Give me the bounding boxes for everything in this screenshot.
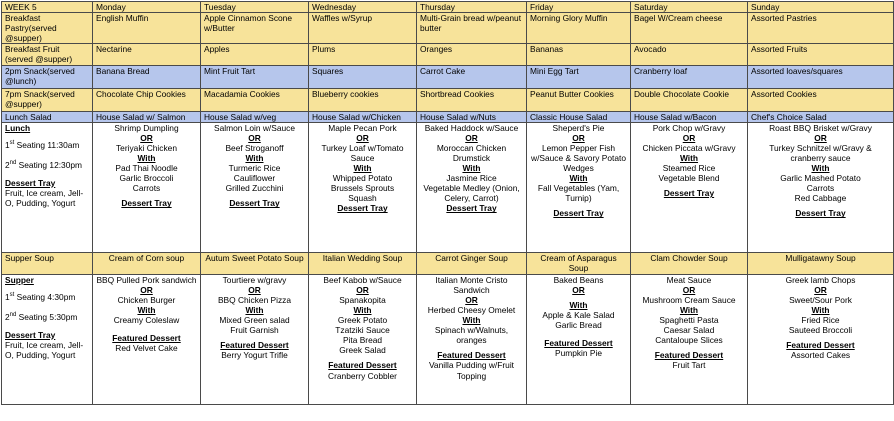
menu-line: Shrimp Dumpling [114,122,179,133]
menu-cell: Cream of Corn soup [93,252,201,274]
menu-line: Meat Sauce [666,274,712,285]
menu-line: Sheperd's Pie [552,122,605,133]
day-sunday: Sunday [748,2,894,13]
breakfast-row [2,13,894,44]
featured-dessert-value: Assorted Cakes [790,350,851,361]
menu-line: Mixed Green salad [219,315,290,326]
supper-title: Supper [5,274,34,285]
menu-line: nd [9,311,17,318]
menu-line: OR [814,284,827,295]
menu-line: Grilled Zucchini [225,183,284,194]
menu-line: Carrots [132,183,161,194]
menu-cell: Macadamia Cookies [201,88,309,111]
menu-cell: Assorted Pastries [748,13,894,44]
featured-dessert-label: Featured Dessert [654,350,724,361]
featured-dessert-label: Featured Dessert [112,333,181,344]
menu-cell: House Salad w/Bacon [631,111,748,122]
menu-line: Maple Pecan Pork [328,122,397,133]
menu-line: Turkey Loaf w/Tomato Sauce [321,142,404,163]
menu-line: Baked Haddock w/Sauce [424,122,519,133]
supper-seating-2 [5,310,89,322]
menu-line: Cantaloupe Slices [655,335,723,346]
menu-line: Pork Chop w/Gravy [652,122,726,133]
menu-line: Teriyaki Chicken [116,142,177,153]
menu-cell: Waffles w/Syrup [309,13,417,44]
menu-line: BBQ Chicken Pizza [217,294,292,305]
menu-line: OR [682,132,696,143]
lunch-seating-1 [5,138,89,150]
menu-cell: Autum Sweet Potato Soup [201,252,309,274]
featured-dessert-label: Featured Dessert [437,350,506,361]
menu-cell: Assorted loaves/squares [748,65,894,88]
lunch-seating-2 [5,158,89,170]
menu-cell: Classic House Salad [527,111,631,122]
menu-line: With [462,163,481,174]
menu-line: Tzatziki Sauce [335,325,390,336]
menu-cell: Apples [201,44,309,65]
menu-line: Seating 11:30am [14,139,80,150]
featured-dessert-label: Featured Dessert [328,360,397,371]
lunch-saturday [631,122,748,252]
menu-cell: Bananas [527,44,631,65]
row-label: Lunch Salad [2,111,93,122]
menu-line: Garlic Broccoli [119,173,174,184]
day-tuesday: Tuesday [201,2,309,13]
menu-line: Apple & Kale Salad [542,309,615,320]
menu-cell: Carrot Ginger Soup [417,252,527,274]
header-row [2,2,894,13]
lunch-sunday [748,122,894,252]
row-label: 7pm Snack(served @supper) [2,88,93,111]
supper-wednesday [309,274,417,404]
menu-cell: English Muffin [93,13,201,44]
row-label: Supper Soup [2,252,93,274]
menu-line: Lemon Pepper Fish w/Sauce & Savory Potato Wedges [531,142,626,174]
menu-line: Beef Stroganoff [225,142,284,153]
snack-7pm-row [2,88,894,111]
menu-line: Tourtiere w/gravy [222,274,287,285]
menu-line: Spinach w/Walnuts, oranges [434,325,509,346]
menu-line: With [137,304,156,315]
menu-line: Fall Vegetables (Yam, Turnip) [537,183,620,204]
menu-line: Greek lamb Chops [785,274,856,285]
menu-line: Beef Kabob w/Sauce [323,274,402,285]
menu-line: Chicken Burger [117,294,176,305]
supper-tuesday [201,274,309,404]
menu-cell: Banana Bread [93,65,201,88]
menu-line: Mushroom Cream Sauce [642,294,736,305]
menu-cell: Multi-Grain bread w/peanut butter [417,13,527,44]
menu-line: Roast BBQ Brisket w/Gravy [769,122,872,133]
menu-line: With [462,315,481,326]
menu-line: st [9,139,15,146]
featured-dessert-label: Featured Dessert [786,340,855,351]
menu-line: OR [248,132,261,143]
menu-line: OR [572,284,585,295]
menu-line: OR [572,132,585,143]
menu-line: Baked Beans [553,274,604,285]
day-friday: Friday [527,2,631,13]
featured-dessert-value: Fruit Tart [672,360,706,371]
weekly-menu-table [1,1,894,405]
day-saturday: Saturday [631,2,748,13]
menu-line: With [811,163,830,174]
supper-saturday [631,274,748,404]
featured-dessert-label: Featured Dessert [220,340,289,351]
menu-line: Pad Thai Noodle [115,163,178,174]
day-wednesday: Wednesday [309,2,417,13]
menu-cell: Blueberry cookies [309,88,417,111]
menu-cell: Peanut Butter Cookies [527,88,631,111]
featured-dessert-value: Cranberry Cobbler [328,370,397,381]
menu-cell: Apple Cinnamon Scone w/Butter [201,13,309,44]
supper-thursday [417,274,527,404]
menu-line: With [679,304,699,315]
lunch-salad-row [2,111,894,122]
dessert-tray-label: Dessert Tray [795,208,846,219]
featured-dessert-value: Pumpkin Pie [554,348,602,359]
menu-line: OR [814,132,827,143]
featured-dessert-value: Red Velvet Cake [115,343,178,354]
menu-line: Chicken Piccata w/Gravy [642,142,736,153]
menu-line: Fruit Garnish [230,325,279,336]
menu-line: nd [9,159,17,166]
menu-line: With [137,152,156,163]
row-label: Breakfast Pastry(served @supper) [2,13,93,44]
menu-line: Brussels Sprouts [330,183,395,194]
menu-cell: House Salad w/veg [201,111,309,122]
menu-cell: House Salad w/ Salmon [93,111,201,122]
dessert-tray-label: Dessert Tray [229,198,280,209]
menu-cell: Avocado [631,44,748,65]
menu-line: Moroccan Chicken Drumstick [436,142,507,163]
menu-cell: Cream of Asparagus Soup [527,252,631,274]
menu-line: OR [465,294,478,305]
menu-line: Greek Salad [339,345,386,356]
menu-cell: Squares [309,65,417,88]
menu-line: Spanakopita [339,294,386,305]
menu-cell: Morning Glory Muffin [527,13,631,44]
menu-line: Greek Potato [337,315,388,326]
menu-line: st [9,291,15,298]
menu-line: OR [140,132,153,143]
menu-cell: Chocolate Chip Cookies [93,88,201,111]
week-label: WEEK 5 [2,2,93,13]
menu-cell: Clam Chowder Soup [631,252,748,274]
lunch-thursday [417,122,527,252]
breakfast-fruit-row [2,44,894,65]
menu-line: Red Cabbage [794,193,847,204]
menu-cell: Italian Wedding Soup [309,252,417,274]
menu-cell: Plums [309,44,417,65]
menu-line: Seating 5:30pm [16,311,78,322]
supper-monday [93,274,201,404]
row-label: 2pm Snack(served @lunch) [2,65,93,88]
menu-line: With [569,299,588,310]
menu-line: Vegetable Medley (Onion, Celery, Carrot) [423,183,520,204]
menu-line: Whipped Potato [332,173,393,184]
menu-line: With [353,163,372,174]
menu-line: OR [248,284,261,295]
menu-line: Seating 4:30pm [14,291,76,302]
menu-line: Turmeric Rice [228,163,281,174]
menu-cell: Nectarine [93,44,201,65]
menu-line: Sweet/Sour Pork [789,294,852,305]
menu-cell: Bagel W/Cream cheese [631,13,748,44]
lunch-title: Lunch [5,122,31,133]
menu-line: Creamy Coleslaw [113,315,180,326]
menu-line: Seating 12:30pm [16,159,83,170]
menu-cell: House Salad w/Chicken [309,111,417,122]
menu-cell: Chef's Choice Salad [748,111,894,122]
supper-soup-row [2,252,894,274]
menu-line: Sauteed Broccoli [788,325,853,336]
menu-line: 2 [5,311,10,322]
menu-line: Fried Rice [801,315,840,326]
lunch-dessert-tray-title: Dessert Tray [5,177,56,188]
menu-cell: Oranges [417,44,527,65]
menu-line: 2 [5,159,10,170]
menu-line: Salmon Loin w/Sauce [213,122,295,133]
menu-line: Squash [348,193,377,204]
menu-line: Garlic Mashed Potato [780,173,861,184]
menu-cell: Shortbread Cookies [417,88,527,111]
menu-line: OR [465,132,478,143]
menu-line: With [245,304,264,315]
dessert-tray-label: Dessert Tray [446,203,497,214]
menu-line: With [569,173,588,184]
menu-line: 1 [5,139,10,150]
menu-line: Steamed Rice [662,163,716,174]
lunch-friday [527,122,631,252]
menu-line: OR [682,284,696,295]
menu-cell: Cranberry loaf [631,65,748,88]
featured-dessert-value: Vanilla Pudding w/Fruit Topping [428,360,515,381]
menu-line: With [679,152,699,163]
lunch-tuesday [201,122,309,252]
menu-cell: Assorted Cookies [748,88,894,111]
menu-line: OR [356,284,369,295]
row-label: Breakfast Fruit (served @supper) [2,44,93,65]
dessert-tray-label: Dessert Tray [337,203,388,214]
menu-cell: Mulligatawny Soup [748,252,894,274]
dessert-tray-label: Dessert Tray [663,188,715,199]
menu-line: Caesar Salad [663,325,715,336]
menu-cell: Assorted Fruits [748,44,894,65]
menu-line: Herbed Cheesy Omelet [427,304,516,315]
menu-line: OR [356,132,369,143]
menu-line: OR [140,284,153,295]
menu-line: 1 [5,291,10,302]
menu-line: Garlic Bread [555,320,602,331]
menu-cell: Mint Fruit Tart [201,65,309,88]
menu-line: Vegetable Blend [658,173,720,184]
menu-line: Cauliflower [233,173,276,184]
menu-line: Jasmine Rice [446,173,497,184]
supper-dessert-tray-title: Dessert Tray [5,329,56,340]
supper-seating-1 [5,290,89,302]
menu-cell: House Salad w/Nuts [417,111,527,122]
menu-cell: Double Chocolate Cookie [631,88,748,111]
supper-sunday [748,274,894,404]
dessert-tray-label: Dessert Tray [553,208,604,219]
menu-cell: Mini Egg Tart [527,65,631,88]
supper-row [2,274,894,404]
day-monday: Monday [93,2,201,13]
menu-line: Pita Bread [342,335,383,346]
menu-cell: Carrot Cake [417,65,527,88]
featured-dessert-value: Berry Yogurt Trifle [221,350,288,361]
supper-dessert-tray-items: Fruit, Ice cream, Jell-O, Pudding, Yogurt [5,339,84,360]
lunch-dessert-tray-items: Fruit, Ice cream, Jell-O, Pudding, Yogurt [5,187,84,208]
lunch-wednesday [309,122,417,252]
supper-label-cell [2,274,93,404]
snack-2pm-row [2,65,894,88]
day-thursday: Thursday [417,2,527,13]
menu-line: With [245,152,264,163]
dessert-tray-label: Dessert Tray [121,198,172,209]
menu-line: With [811,304,830,315]
lunch-label-cell [2,122,93,252]
supper-friday [527,274,631,404]
menu-line: Spaghetti Pasta [659,315,719,326]
menu-line: BBQ Pulled Pork sandwich [96,274,197,285]
featured-dessert-label: Featured Dessert [544,338,613,349]
lunch-monday [93,122,201,252]
menu-line: Carrots [806,183,835,194]
menu-line: Italian Monte Cristo Sandwich [435,274,508,295]
menu-line: Turkey Schnitzel w/Gravy & cranberry sauce [769,142,872,163]
menu-line: With [353,304,372,315]
lunch-row [2,122,894,252]
